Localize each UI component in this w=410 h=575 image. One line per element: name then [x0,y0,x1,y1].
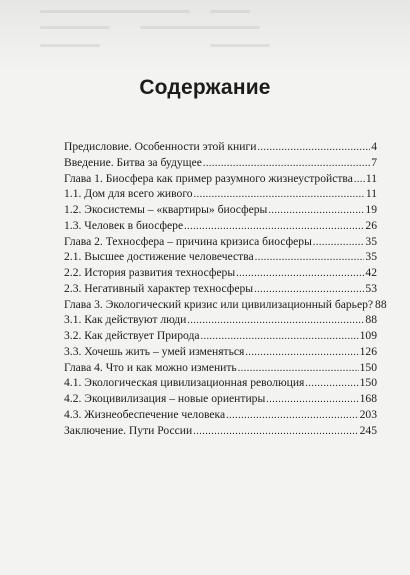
contents-heading: Содержание [139,76,271,99]
toc-entry[interactable] [64,312,377,328]
toc-entry-page: 53 [365,281,377,295]
toc-entry-page: 245 [359,423,377,437]
toc-leader-dots [194,187,365,203]
toc-entry[interactable] [64,186,377,202]
toc-leader-dots [255,250,365,266]
toc-leader-dots [266,392,358,408]
toc-entry-page: 42 [365,266,377,279]
toc-entry-page: 150 [359,360,377,374]
toc-entry-title: Глава 1. Биосфера как пример разумного жизнеустройства [64,171,353,185]
toc-entry-title: Заключение. Пути России [64,423,193,437]
toc-entry[interactable] [64,344,377,360]
toc-entry-title: 1.3. Человек в биосфере [64,218,184,232]
toc-entry[interactable] [64,265,377,281]
toc-entry[interactable] [64,281,377,297]
toc-entry-page: 150 [359,376,377,390]
toc-entry-page: 19 [365,203,377,216]
toc-leader-dots [268,203,364,219]
toc-entry-page: 4 [371,140,377,153]
toc-leader-dots [254,282,364,298]
toc-leader-dots [203,156,370,172]
toc-entry-page: 88 [365,313,377,327]
toc-entry-title: Глава 4. Что и как можно изменить [64,360,237,374]
toc-entry-title: 4.2. Экоцивилизация – новые ориентиры [64,392,266,405]
toc-entry-page: 203 [359,407,377,421]
toc-entry-page: 11 [365,187,377,201]
toc-entry-title: 2.1. Высшее достижение человечества [64,250,254,264]
toc-entry-page: 35 [365,234,377,248]
toc-leader-dots [193,424,358,440]
toc-entry-page: 11 [365,171,377,185]
toc-entry-title: 3.2. Как действует Природа [64,329,200,342]
toc-entry-title: 4.1. Экологическая цивилизационная революция [64,376,305,390]
toc-leader-dots [245,345,358,361]
toc-leader-dots [201,329,359,345]
toc-entry[interactable] [64,407,377,423]
toc-entry[interactable] [64,249,377,265]
toc-leader-dots [354,172,365,188]
toc-entry-page: 26 [365,218,377,232]
toc-entry-title: 3.1. Как действуют люди [64,313,187,327]
toc-leader-dots [187,313,364,329]
toc-entry-title: 4.3. Жизнеобеспечение человека [64,407,226,421]
toc-entry-page: 35 [365,250,377,264]
toc-entry[interactable] [64,218,377,234]
table-of-contents [64,139,387,438]
toc-entry[interactable] [64,139,377,155]
toc-entry[interactable] [64,155,377,171]
toc-entry-title: Введение. Битва за будущее [64,155,202,169]
toc-entry-title: 1.2. Экосистемы – «квартиры» биосферы [64,203,268,216]
toc-leader-dots [184,219,364,235]
toc-entry-title: Глава 2. Техносфера – причина кризиса биосферы [64,234,312,248]
toc-entry[interactable] [64,202,377,218]
toc-entry-page: 126 [359,344,377,358]
toc-entry[interactable] [64,360,377,376]
toc-entry[interactable] [64,328,377,344]
toc-entry-title: Глава 3. Экологический кризис или цивилизационный барьер? [64,297,374,311]
toc-entry-title: 1.1. Дом для всего живого [64,187,193,201]
toc-leader-dots [257,140,370,156]
toc-entry[interactable] [64,297,387,313]
show-through-text [0,0,410,70]
toc-entry-title: 2.3. Негативный характер техносферы [64,281,254,295]
toc-entry[interactable] [64,423,377,439]
toc-leader-dots [226,408,358,424]
toc-entry-page: 109 [359,329,377,342]
toc-entry-page: 168 [359,392,377,405]
toc-entry[interactable] [64,171,377,187]
toc-entry[interactable] [64,391,377,407]
toc-entry-title: 2.2. История развития техносферы [64,266,236,279]
toc-leader-dots [238,361,359,377]
toc-entry-page: 7 [371,155,377,169]
toc-entry-title: Предисловие. Особенности этой книги [64,140,257,153]
toc-entry[interactable] [64,234,377,250]
toc-leader-dots [305,376,358,392]
toc-entry[interactable] [64,375,377,391]
toc-entry-page: 88 [375,297,387,311]
toc-leader-dots [236,266,364,282]
toc-leader-dots [313,235,365,251]
toc-entry-title: 3.3. Хочешь жить – умей изменяться [64,344,245,358]
